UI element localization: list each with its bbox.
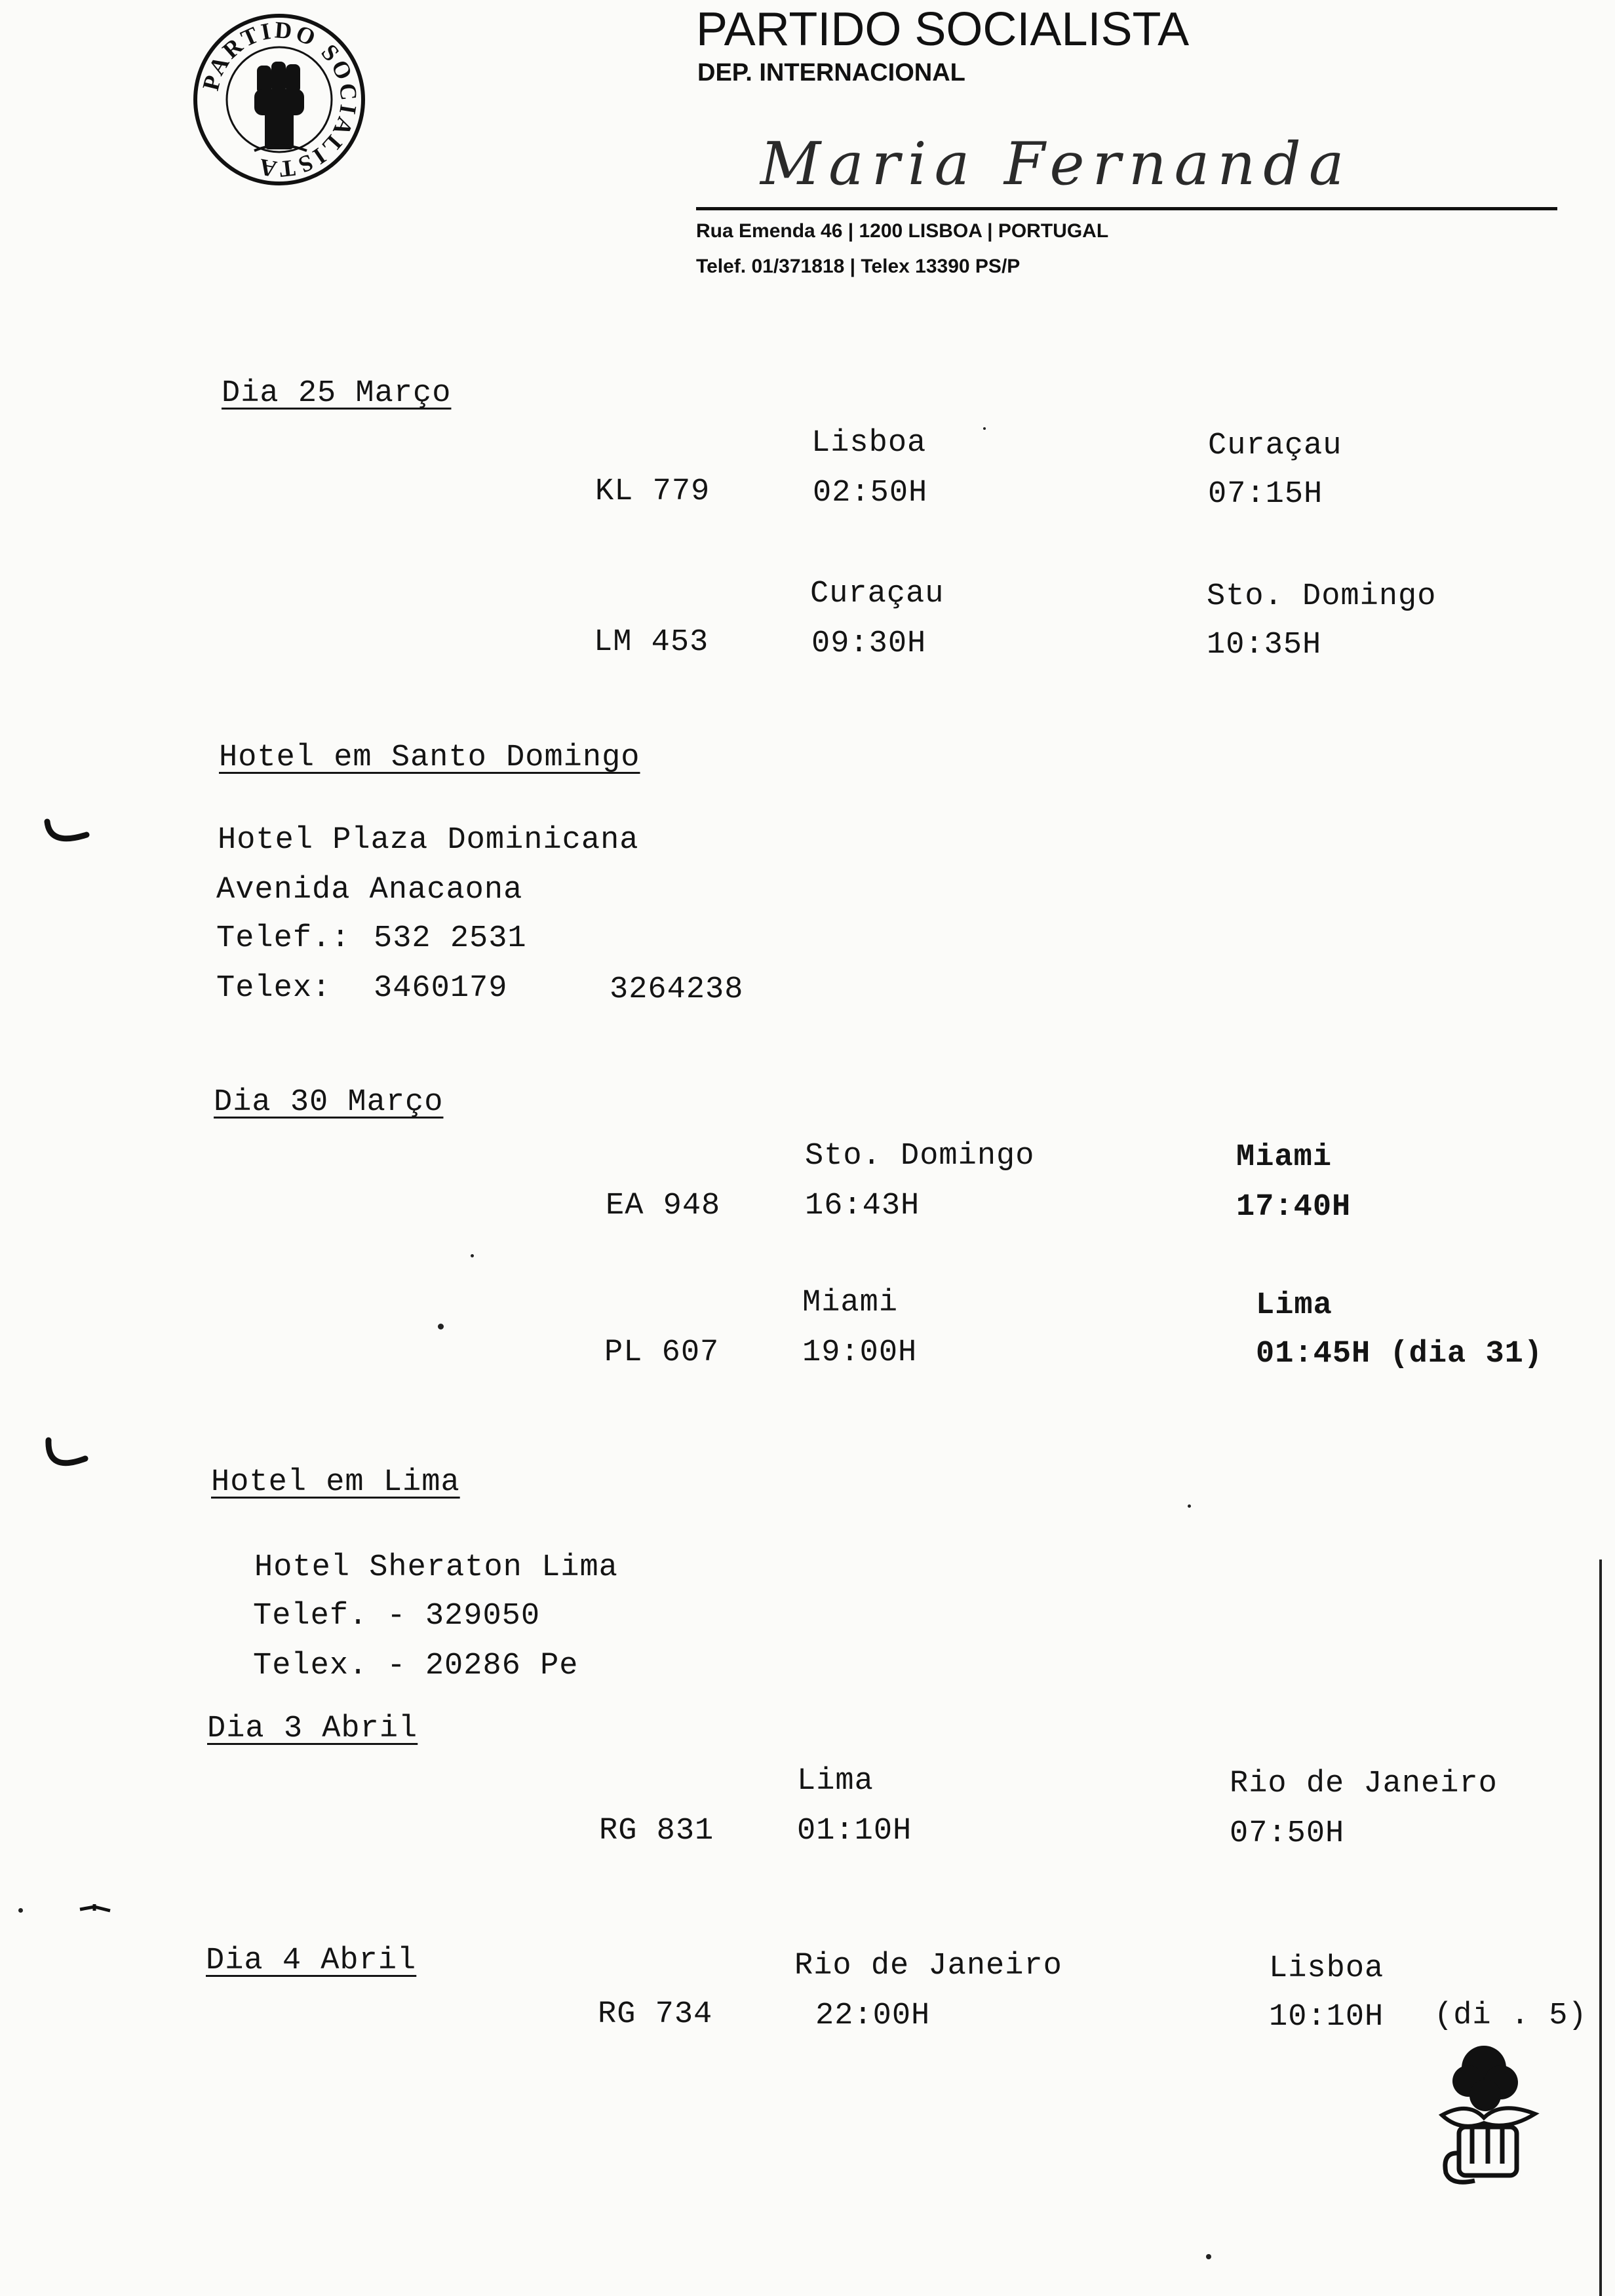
arrival-city: Lima	[1256, 1288, 1333, 1323]
ink-speck	[983, 427, 986, 430]
ink-speck	[438, 1324, 444, 1330]
departure-city: Miami	[802, 1286, 899, 1320]
departure-time: 09:30H	[811, 626, 927, 661]
arrival-time: 07:50H	[1230, 1816, 1345, 1851]
arrival-time: 10:35H	[1207, 628, 1322, 662]
departure-time: 22:00H	[815, 1999, 931, 2033]
departure-time: 19:00H	[802, 1335, 918, 1370]
arrival-note: (di . 5)	[1434, 1999, 1587, 2033]
flight-number: KL 779	[595, 474, 710, 509]
org-name: PARTIDO SOCIALISTA	[696, 3, 1190, 56]
flight-number: RG 831	[599, 1814, 714, 1848]
departure-city: Lima	[797, 1764, 874, 1799]
hotel-telef-label: Telef.:	[216, 921, 351, 956]
page-edge-line	[1599, 1559, 1602, 2296]
arrival-city: Rio de Janeiro	[1230, 1767, 1498, 1801]
letterhead-rule	[696, 207, 1557, 210]
hotel-telex-label: Telex:	[216, 971, 332, 1006]
hotel-name: Hotel Sheraton Lima	[254, 1550, 618, 1585]
hotel-telef: Telef. - 329050	[253, 1599, 541, 1634]
hotel-telex-1: 3460179	[374, 971, 508, 1006]
arrival-city: Sto. Domingo	[1207, 579, 1437, 614]
seal-text: PARTIDO SOCIALISTA	[197, 16, 362, 183]
heading-day-3-april: Dia 3 Abril	[207, 1712, 418, 1746]
hotel-telex-2: 3264238	[610, 972, 744, 1007]
hotel-telex: Telex. - 20286 Pe	[253, 1649, 579, 1683]
departure-time: 02:50H	[813, 476, 928, 510]
departure-city: Curaçau	[810, 577, 944, 611]
ink-speck	[1188, 1504, 1191, 1508]
arrival-time: 10:10H	[1269, 2000, 1384, 2035]
address-line: Rua Emenda 46 | 1200 LISBOA | PORTUGAL	[696, 220, 1109, 242]
departure-time: 01:10H	[797, 1814, 912, 1848]
arrival-time: 07:15H	[1208, 477, 1323, 512]
hotel-name: Hotel Plaza Dominicana	[218, 823, 639, 858]
hotel-street: Avenida Anacaona	[216, 873, 523, 908]
department: DEP. INTERNACIONAL	[697, 59, 965, 86]
arrival-city: Curaçau	[1208, 429, 1342, 463]
departure-time: 16:43H	[805, 1189, 920, 1223]
ink-mark	[79, 1903, 111, 1913]
flight-number: LM 453	[594, 625, 709, 660]
ink-speck	[471, 1254, 474, 1257]
heading-hotel-lima: Hotel em Lima	[211, 1465, 460, 1500]
punch-hole-mark	[43, 818, 90, 851]
arrival-city: Lisboa	[1269, 1951, 1384, 1986]
contact-line: Telef. 01/371818 | Telex 13390 PS/P	[696, 256, 1021, 277]
flight-number: PL 607	[604, 1335, 720, 1370]
heading-hotel-santo-domingo: Hotel em Santo Domingo	[219, 740, 640, 775]
departure-city: Lisboa	[811, 426, 927, 461]
departure-city: Sto. Domingo	[805, 1139, 1035, 1174]
ink-speck	[18, 1908, 23, 1913]
punch-hole-mark	[43, 1436, 90, 1476]
arrival-time: 17:40H	[1236, 1190, 1352, 1225]
ink-speck	[1206, 2254, 1211, 2259]
arrival-city: Miami	[1236, 1140, 1333, 1175]
flight-number: EA 948	[606, 1189, 721, 1223]
heading-day-30-march: Dia 30 Março	[214, 1085, 444, 1120]
hotel-telef: 532 2531	[374, 921, 527, 956]
heading-day-25-march: Dia 25 Março	[222, 376, 452, 411]
arrival-time: 01:45H (dia 31)	[1256, 1337, 1544, 1371]
heading-day-4-april: Dia 4 Abril	[206, 1943, 417, 1978]
handwritten-signature: Maria Fernanda	[760, 130, 1352, 199]
fist-rose-stamp	[1429, 2042, 1547, 2199]
party-seal-logo	[191, 12, 367, 187]
flight-number: RG 734	[598, 1997, 713, 2032]
departure-city: Rio de Janeiro	[794, 1949, 1062, 1983]
